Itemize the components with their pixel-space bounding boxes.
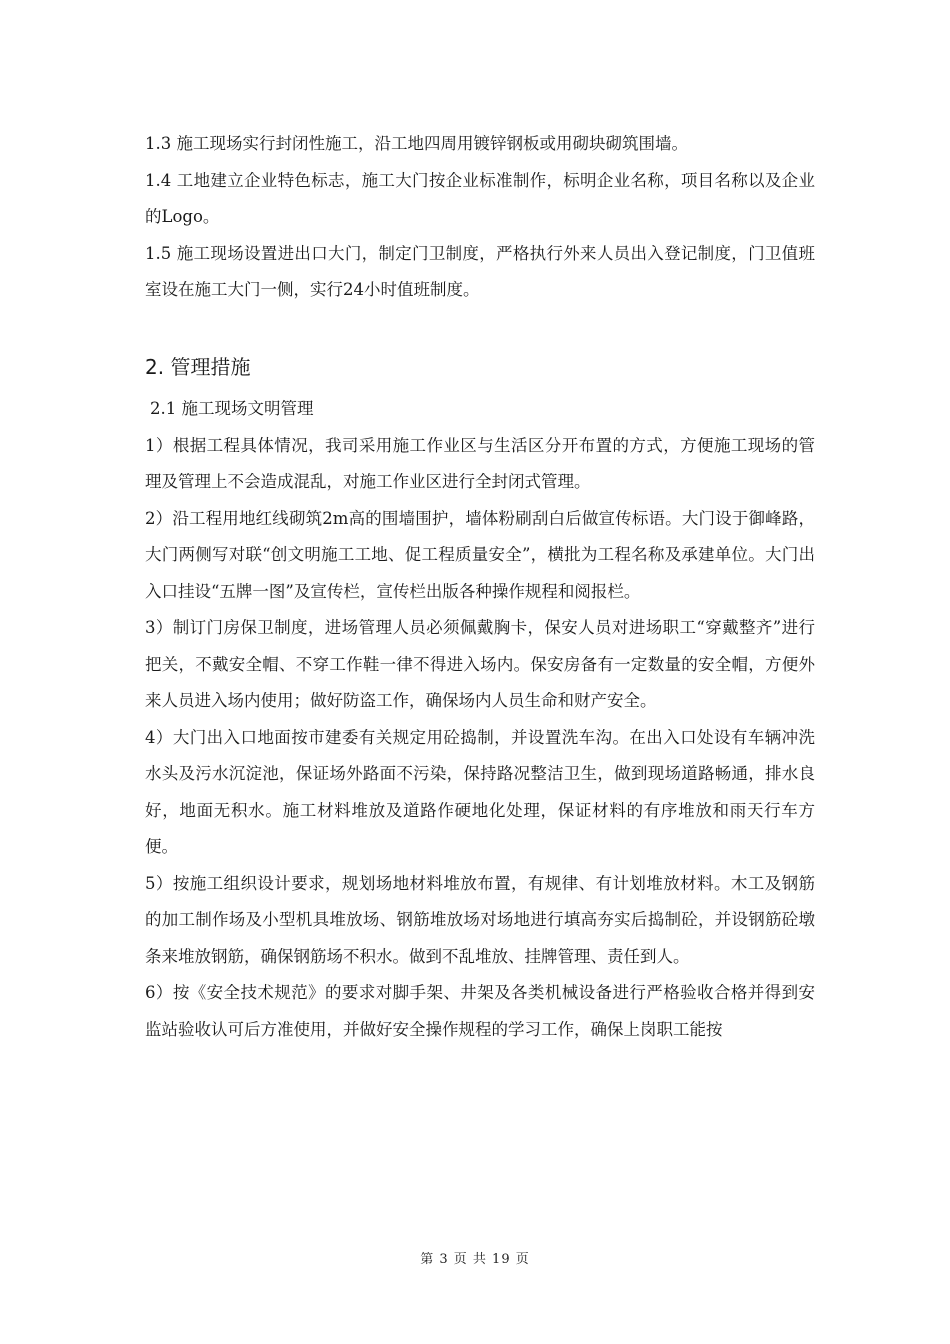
list-item-3: 3）制订门房保卫制度，进场管理人员必须佩戴胸卡，保安人员对进场职工“穿戴整齐”进行把关，不戴安全帽、不穿工作鞋一律不得进入场内。保安房备有一定数量的安全帽，方便外来人员进入场内使用；做好防盗工作，确保场内人员生命和财产安全。	[145, 618, 815, 710]
page-number-footer: 第 3 页 共 19 页	[420, 1252, 530, 1267]
list-item-1: 1）根据工程具体情况，我司采用施工作业区与生活区分开布置的方式，方便施工现场的管理及管理上不会造成混乱，对施工作业区进行全封闭式管理。	[145, 435, 815, 491]
paragraph-1-3: 1.3 施工现场实行封闭性施工，沿工地四周用镀锌钢板或用砌块砌筑围墙。	[145, 134, 688, 153]
section-heading: 2. 管理措施	[145, 354, 251, 379]
list-item-2: 2）沿工程用地红线砌筑2m高的围墙围护，墙体粉刷刮白后做宣传标语。大门设于御峰路，大门两侧写对联“创文明施工工地、促工程质量安全”，横批为工程名称及承建单位。大门出入口挂设“五牌一图”及宣传栏，宣传栏出版各种操作规程和阅报栏。	[145, 508, 815, 601]
list-item-5: 5）按施工组织设计要求，规划场地材料堆放布置，有规律、有计划堆放材料。木工及钢筋的加工制作场及小型机具堆放场、钢筋堆放场对场地进行填高夯实后捣制砼，并设钢筋砼墩条来堆放钢筋，确保钢筋场不积水。做到不乱堆放、挂牌管理、责任到人。	[145, 873, 815, 966]
paragraph-1-4: 1.4 工地建立企业特色标志，施工大门按企业标准制作，标明企业名称，项目名称以及企业的Logo。	[145, 170, 815, 226]
list-item-4: 4）大门出入口地面按市建委有关规定用砼捣制，并设置洗车沟。在出入口处设有车辆冲洗水头及污水沉淀池，保证场外路面不污染，保持路况整洁卫生，做到现场道路畅通，排水良好，地面无积水。施工材料堆放及道路作硬地化处理，保证材料的有序堆放和雨天行车方便。	[145, 727, 815, 856]
paragraph-1-5: 1.5 施工现场设置进出口大门，制定门卫制度，严格执行外来人员出入登记制度，门卫值班室设在施工大门一侧，实行24小时值班制度。	[145, 243, 815, 299]
list-item-6: 6）按《安全技术规范》的要求对脚手架、井架及各类机械设备进行严格验收合格并得到安监站验收认可后方准使用，并做好安全操作规程的学习工作，确保上岗职工能按	[145, 983, 815, 1039]
subsection-heading: 2.1 施工现场文明管理	[150, 398, 314, 418]
page-body	[145, 126, 815, 1048]
